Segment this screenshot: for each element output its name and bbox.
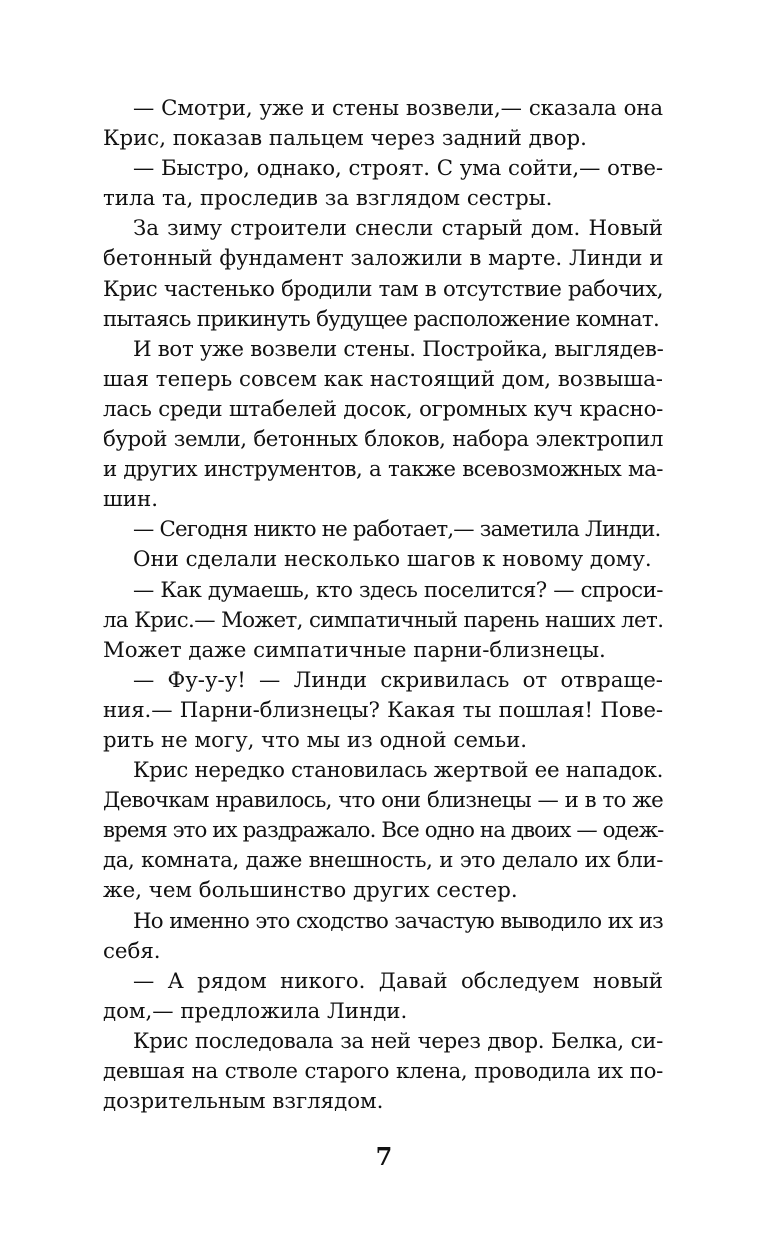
text-line: дом,— предложила Линди. — [103, 998, 408, 1024]
text-line: И вот уже возвели стены. Постройка, выглядев- — [133, 336, 664, 362]
paragraph — [103, 1027, 663, 1117]
text-line: да, комната, даже внешность, и это делало их бли- — [103, 848, 663, 874]
text-line: дозрительным взглядом. — [103, 1089, 384, 1115]
paragraph — [103, 545, 663, 575]
text-line: За зиму строители снесли старый дом. Новый — [133, 216, 663, 242]
text-line: бурой земли, бетонных блоков, набора электропил — [103, 427, 663, 453]
text-line: же, чем большинство других сестер. — [103, 878, 518, 904]
paragraph — [103, 335, 663, 516]
text-line: — Фу-у-у! — Линди скривилась от отвраще- — [133, 667, 663, 693]
body-text — [103, 94, 663, 1117]
text-line: тила та, проследив за взглядом сестры. — [103, 186, 553, 212]
text-line: девшая на стволе старого клена, проводила их по- — [103, 1059, 663, 1084]
text-line: Крис, показав пальцем через задний двор. — [103, 126, 587, 152]
text-line: Но именно это сходство зачастую выводило их из — [133, 908, 663, 934]
text-line: — Быстро, однако, строят. С ума сойти,— отве- — [133, 156, 663, 182]
paragraph — [103, 907, 663, 967]
paragraph — [103, 515, 663, 545]
paragraph — [103, 94, 663, 154]
text-line: ния.— Парни-близнецы? Какая ты пошлая! Пове- — [103, 697, 663, 723]
text-line: — А рядом никого. Давай обследуем новый — [133, 968, 663, 994]
paragraph — [103, 967, 663, 1027]
paragraph — [103, 154, 663, 214]
text-line: Крис последовала за ней через двор. Белка, си- — [133, 1028, 663, 1054]
page-number: 7 — [375, 1142, 393, 1171]
text-line: лась среди штабелей досок, огромных куч красно- — [103, 396, 663, 422]
text-line: ла Крис.— Может, симпатичный парень наших лет. — [103, 607, 664, 633]
text-line: Крис нередко становилась жертвой ее нападок. — [133, 758, 664, 784]
text-line: шая теперь совсем как настоящий дом, возвыша- — [103, 366, 663, 392]
text-line: Девочкам нравилось, что они близнецы — и в то же — [103, 788, 663, 814]
text-line: шин. — [103, 487, 158, 513]
text-line: пытаясь прикинуть будущее расположение комнат. — [103, 306, 660, 332]
text-line: Может даже симпатичные парни-близнецы. — [103, 637, 606, 663]
text-line: — Как думаешь, кто здесь поселится? — спроси- — [133, 577, 663, 603]
text-line: Крис частенько бродили там в отсутствие рабочих, — [103, 276, 663, 302]
text-line: рить не могу, что мы из одной семьи. — [103, 727, 528, 753]
paragraph — [103, 666, 663, 756]
text-line: время это их раздражало. Все одно на двоих — одеж- — [103, 818, 664, 844]
text-line: Они сделали несколько шагов к новому дому. — [133, 547, 652, 573]
paragraph — [103, 576, 663, 666]
text-line: — Смотри, уже и стены возвели,— сказала она — [133, 96, 663, 121]
text-line: и других инструментов, а также всевозможных ма- — [103, 457, 663, 483]
text-line: бетонный фундамент заложили в марте. Линди и — [103, 246, 664, 272]
paragraph — [103, 756, 663, 906]
paragraph — [103, 214, 663, 334]
text-line: — Сегодня никто не работает,— заметила Линди. — [133, 517, 661, 543]
text-line: себя. — [103, 938, 161, 964]
